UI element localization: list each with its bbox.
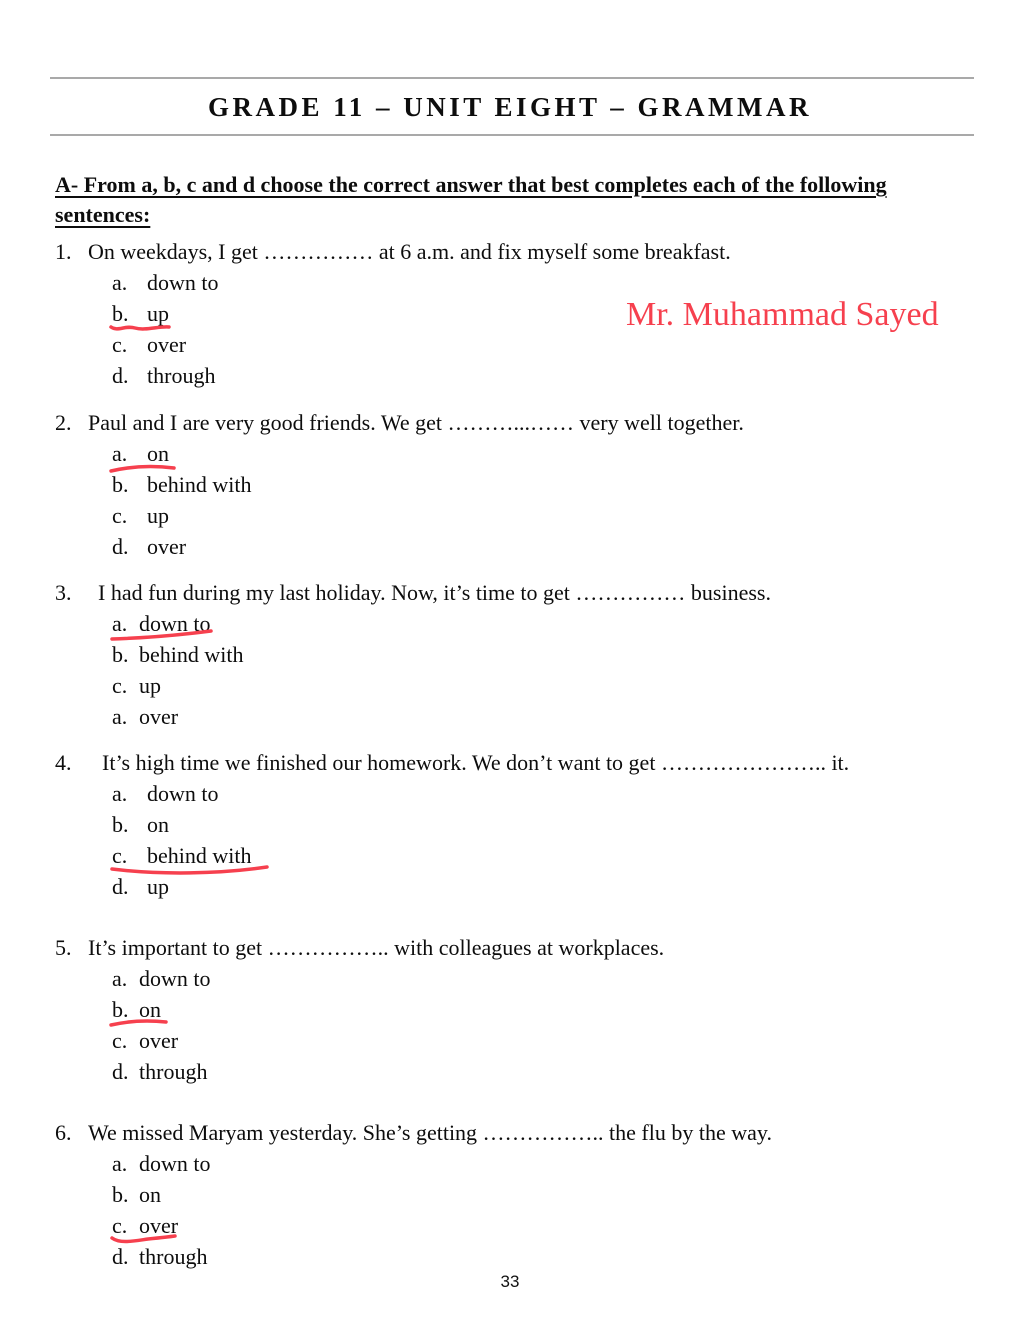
option-text: over <box>147 534 187 559</box>
option-text: behind with <box>147 843 252 868</box>
question-1-options <box>55 267 950 391</box>
option-label: c. <box>112 332 128 357</box>
option-row-marked <box>112 840 950 871</box>
option-row <box>112 871 950 902</box>
question-1-text-row <box>55 236 950 267</box>
option-label: d. <box>112 1059 129 1084</box>
question-4-text-row <box>55 747 950 778</box>
question-3-text: I had fun during my last holiday. Now, it’s time to get …………… business. <box>98 580 771 605</box>
option-row <box>112 1179 950 1210</box>
option-row <box>112 670 950 701</box>
option-label: a. <box>112 441 128 466</box>
question-5-number: 5. <box>55 935 72 960</box>
option-row-marked <box>112 994 950 1025</box>
worksheet-body <box>55 170 950 1272</box>
option-text: down to <box>139 966 211 991</box>
question-6-options <box>55 1148 950 1272</box>
question-1-text: On weekdays, I get …………… at 6 a.m. and fix myself some breakfast. <box>88 239 731 264</box>
question-5-text-row <box>55 932 950 963</box>
option-label: a. <box>112 704 128 729</box>
question-1-number: 1. <box>55 239 72 264</box>
option-text: down to <box>147 781 219 806</box>
option-row <box>112 531 950 562</box>
option-text: over <box>139 1213 179 1238</box>
option-text: behind with <box>147 472 252 497</box>
option-label: b. <box>112 997 129 1022</box>
option-text: up <box>147 874 169 899</box>
question-3-text-row <box>55 577 950 608</box>
option-label: b. <box>112 812 129 837</box>
option-label: c. <box>112 843 128 868</box>
option-label: c. <box>112 1028 128 1053</box>
question-3-options <box>55 608 950 732</box>
question-2 <box>55 407 950 562</box>
header-divider-top <box>50 77 974 79</box>
question-3-number: 3. <box>55 580 72 605</box>
option-row <box>112 778 950 809</box>
question-4-number: 4. <box>55 750 72 775</box>
option-row-marked <box>112 438 950 469</box>
question-2-text-row <box>55 407 950 438</box>
option-row <box>112 469 950 500</box>
option-row <box>112 963 950 994</box>
option-row <box>112 1241 950 1272</box>
option-text: over <box>139 1028 179 1053</box>
option-row <box>112 1148 950 1179</box>
option-label: a. <box>112 966 128 991</box>
option-text: up <box>147 301 169 326</box>
section-heading-line1: A- From a, b, c and d choose the correct answer that best completes each of the following <box>55 172 887 197</box>
option-text: down to <box>139 1151 211 1176</box>
question-2-text: Paul and I are very good friends. We get ………...…… very well together. <box>88 410 744 435</box>
option-text: down to <box>147 270 219 295</box>
option-label: c. <box>112 1213 128 1238</box>
option-row <box>112 809 950 840</box>
option-text: over <box>147 332 187 357</box>
option-text: down to <box>139 611 211 636</box>
option-text: through <box>139 1244 208 1269</box>
option-row <box>112 639 950 670</box>
option-label: d. <box>112 363 129 388</box>
question-5-options <box>55 963 950 1087</box>
option-text: on <box>147 441 169 466</box>
option-text: on <box>147 812 169 837</box>
question-6 <box>55 1117 950 1272</box>
option-row <box>112 1025 950 1056</box>
option-label: b. <box>112 472 129 497</box>
question-1 <box>55 236 950 391</box>
question-3 <box>55 577 950 732</box>
option-label: c. <box>112 673 128 698</box>
option-row <box>112 360 950 391</box>
option-label: c. <box>112 503 128 528</box>
option-label: a. <box>112 611 128 636</box>
option-text: behind with <box>139 642 244 667</box>
option-label: d. <box>112 874 129 899</box>
option-text: up <box>147 503 169 528</box>
option-label: d. <box>112 1244 129 1269</box>
option-row <box>112 500 950 531</box>
section-heading <box>55 170 950 230</box>
option-row-marked <box>112 298 950 329</box>
option-label: a. <box>112 270 128 295</box>
option-row <box>112 1056 950 1087</box>
question-6-text-row <box>55 1117 950 1148</box>
option-label: d. <box>112 534 129 559</box>
teacher-name-watermark: Mr. Muhammad Sayed <box>626 296 939 333</box>
option-label: b. <box>112 301 129 326</box>
page-number: 33 <box>500 1272 520 1291</box>
question-6-text: We missed Maryam yesterday. She’s getting …………….. the flu by the way. <box>88 1120 772 1145</box>
question-5 <box>55 932 950 1087</box>
option-row <box>112 329 950 360</box>
question-5-text: It’s important to get …………….. with colleagues at workplaces. <box>88 935 665 960</box>
option-text: on <box>139 1182 161 1207</box>
question-4 <box>55 747 950 902</box>
option-label: a. <box>112 1151 128 1176</box>
question-4-options <box>55 778 950 902</box>
question-6-number: 6. <box>55 1120 72 1145</box>
option-label: b. <box>112 1182 129 1207</box>
option-text: over <box>139 704 179 729</box>
page-title: GRADE 11 – UNIT EIGHT – GRAMMAR <box>207 92 813 122</box>
question-4-text: It’s high time we finished our homework. We don’t want to get ………………….. it. <box>102 750 850 775</box>
option-text: through <box>147 363 216 388</box>
question-2-options <box>55 438 950 562</box>
option-row <box>112 267 950 298</box>
option-text: through <box>139 1059 208 1084</box>
option-row-marked <box>112 1210 950 1241</box>
option-text: up <box>139 673 161 698</box>
option-row-marked <box>112 608 950 639</box>
option-row <box>112 701 950 732</box>
option-text: on <box>139 997 161 1022</box>
question-2-number: 2. <box>55 410 72 435</box>
header-divider-bottom <box>50 134 974 136</box>
option-label: a. <box>112 781 128 806</box>
section-heading-line2: sentences: <box>55 202 151 227</box>
option-label: b. <box>112 642 129 667</box>
